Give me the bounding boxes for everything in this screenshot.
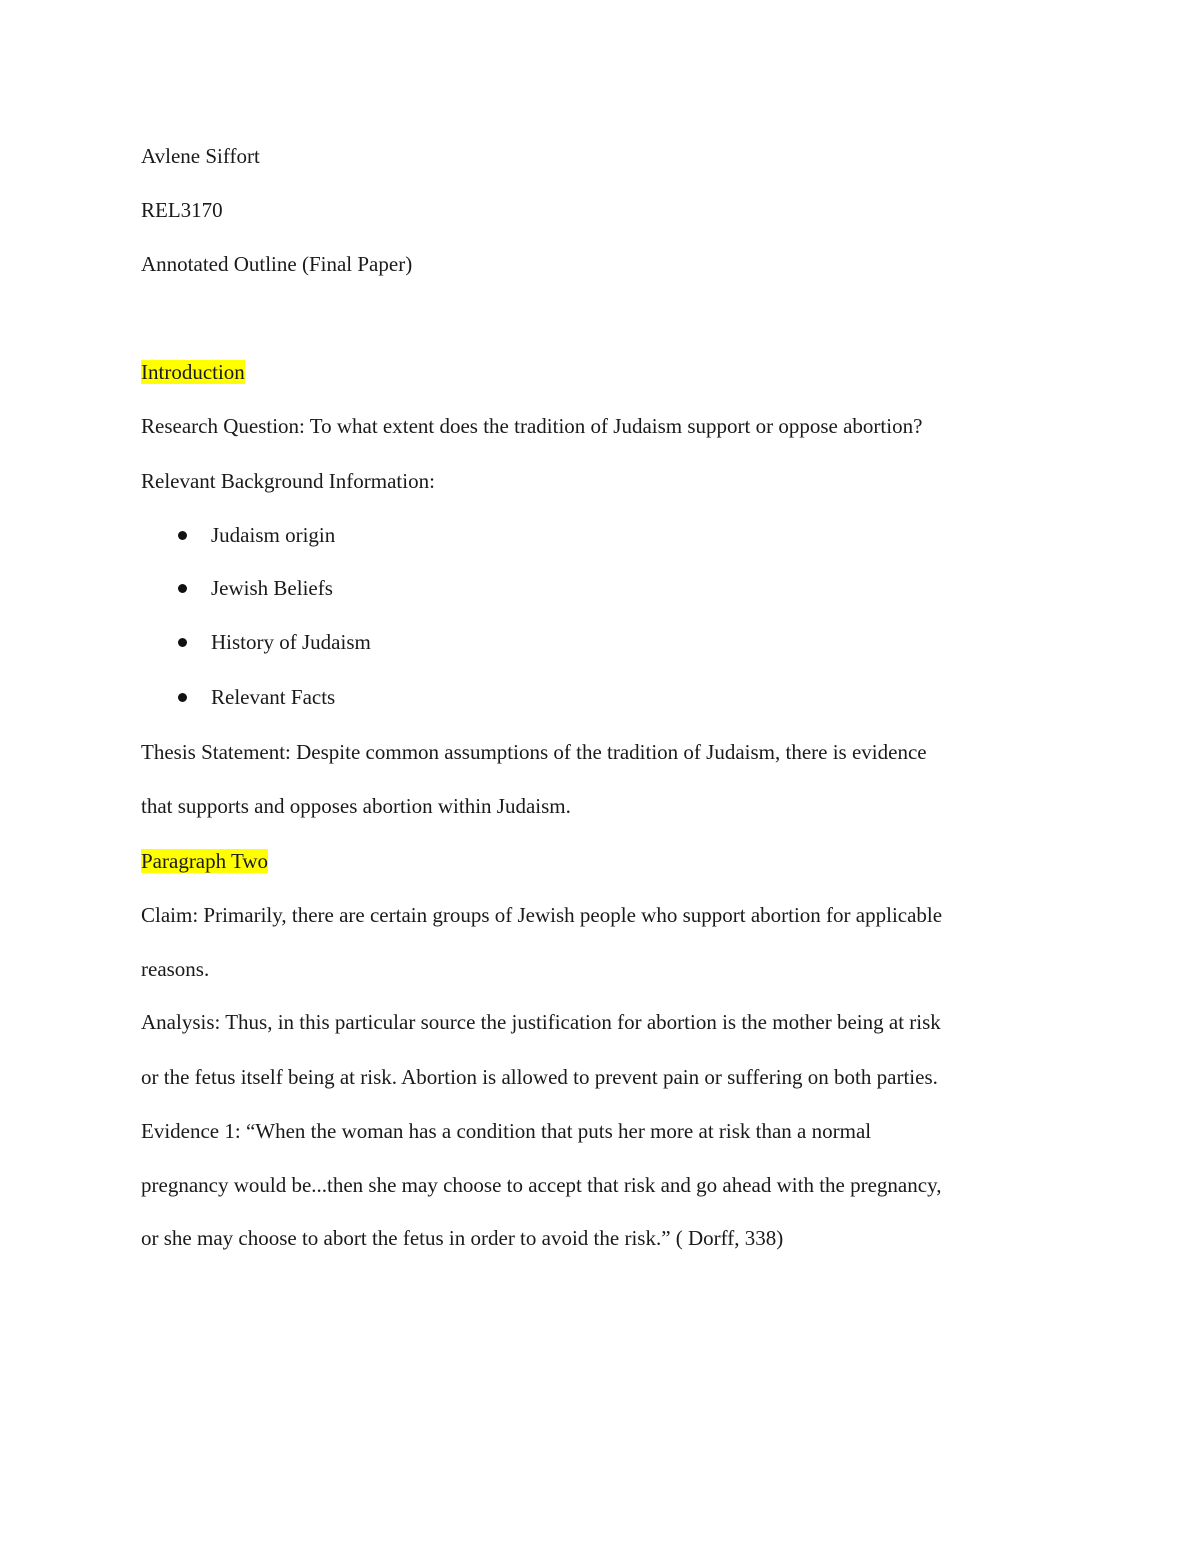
background-label: Relevant Background Information: <box>141 469 435 493</box>
analysis-line-2: or the fetus itself being at risk. Abortion is allowed to prevent pain or suffering on both parties. <box>141 1065 938 1089</box>
thesis-statement-line-2: that supports and opposes abortion within Judaism. <box>141 794 571 818</box>
analysis-line-1: Analysis: Thus, in this particular source the justification for abortion is the mother being at risk <box>141 1010 941 1034</box>
paragraph-two-heading-line <box>141 848 268 874</box>
evidence-line-2: pregnancy would be...then she may choose to accept that risk and go ahead with the pregnancy, <box>141 1173 942 1197</box>
list-item <box>178 575 333 601</box>
evidence-line-3: or she may choose to abort the fetus in order to avoid the risk.” ( Dorff, 338) <box>141 1226 784 1250</box>
introduction-heading-line <box>141 359 245 385</box>
list-item <box>178 684 335 710</box>
list-item <box>178 629 371 655</box>
list-item-text: History of Judaism <box>211 630 371 654</box>
claim-line-1: Claim: Primarily, there are certain groups of Jewish people who support abortion for applicable <box>141 903 943 927</box>
document-title: Annotated Outline (Final Paper) <box>141 252 413 276</box>
bullet-icon <box>178 531 187 540</box>
evidence-line-1: Evidence 1: “When the woman has a condition that puts her more at risk than a normal <box>141 1119 872 1143</box>
bullet-icon <box>178 584 187 593</box>
claim-line-2: reasons. <box>141 957 210 981</box>
list-item <box>178 522 335 548</box>
list-item-text: Relevant Facts <box>211 685 336 709</box>
introduction-heading: Introduction <box>141 360 245 384</box>
thesis-statement-line-1: Thesis Statement: Despite common assumptions of the tradition of Judaism, there is evidence <box>141 740 927 764</box>
list-item-text: Jewish Beliefs <box>211 576 333 600</box>
list-item-text: Judaism origin <box>211 523 336 547</box>
paragraph-two-heading: Paragraph Two <box>141 849 269 873</box>
research-question: Research Question: To what extent does the tradition of Judaism support or oppose abortion? <box>141 414 923 438</box>
course-code: REL3170 <box>141 198 223 222</box>
bullet-icon <box>178 638 187 647</box>
author-name: Avlene Siffort <box>141 144 260 168</box>
bullet-icon <box>178 693 187 702</box>
